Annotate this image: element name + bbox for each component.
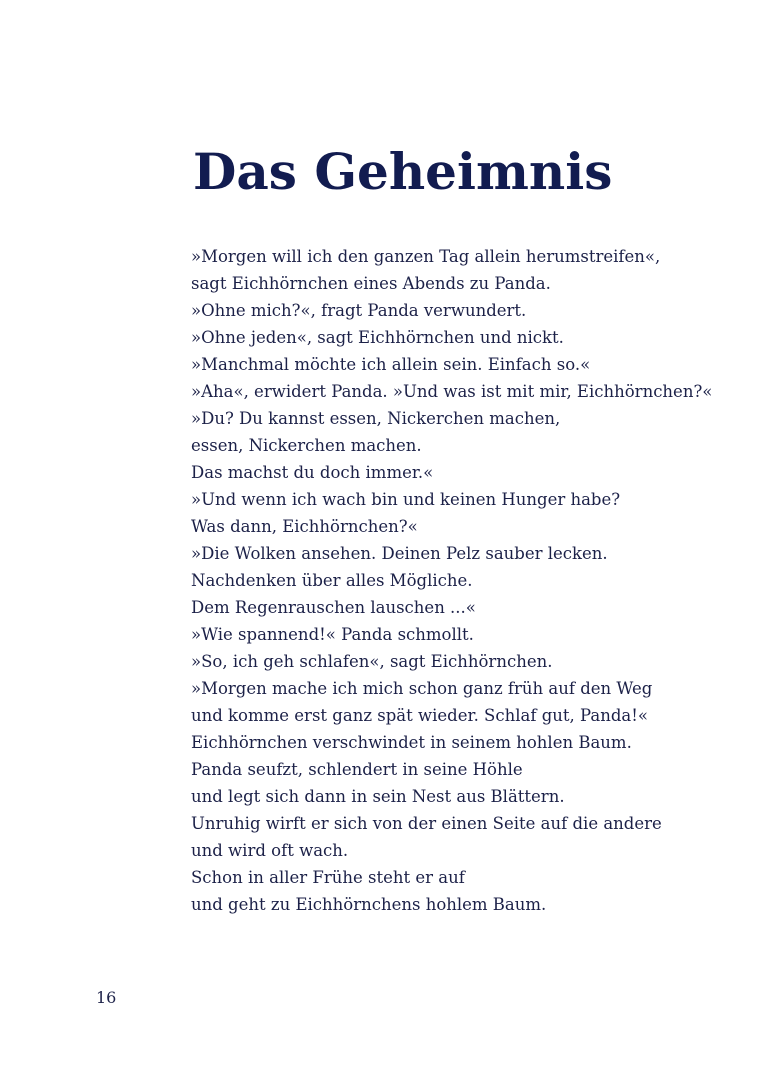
text-line: »Morgen will ich den ganzen Tag allein herumstreifen«, bbox=[191, 247, 661, 266]
text-line: Das machst du doch immer.« bbox=[191, 463, 434, 482]
text-line: sagt Eichhörnchen eines Abends zu Panda. bbox=[191, 274, 551, 293]
text-line: Was dann, Eichhörnchen?« bbox=[191, 517, 418, 536]
text-line: Eichhörnchen verschwindet in seinem hohlen Baum. bbox=[191, 733, 632, 752]
text-line: Unruhig wirft er sich von der einen Seite auf die andere bbox=[191, 814, 662, 833]
text-line: »Morgen mache ich mich schon ganz früh auf den Weg bbox=[191, 679, 653, 698]
text-line: »So, ich geh schlafen«, sagt Eichhörnchen. bbox=[191, 652, 553, 671]
text-line: »Und wenn ich wach bin und keinen Hunger habe? bbox=[191, 490, 621, 509]
text-line: »Ohne jeden«, sagt Eichhörnchen und nickt. bbox=[191, 328, 564, 347]
text-line: »Wie spannend!« Panda schmollt. bbox=[191, 625, 474, 644]
text-line: Panda seufzt, schlendert in seine Höhle bbox=[191, 760, 523, 779]
text-line: »Manchmal möchte ich allein sein. Einfach so.« bbox=[191, 355, 591, 374]
text-line: Dem Regenrauschen lauschen ...« bbox=[191, 598, 476, 617]
text-line: essen, Nickerchen machen. bbox=[191, 436, 422, 455]
text-line: »Ohne mich?«, fragt Panda verwundert. bbox=[191, 301, 527, 320]
text-line: und legt sich dann in sein Nest aus Blättern. bbox=[191, 787, 565, 806]
story-text bbox=[191, 243, 731, 918]
text-line: »Du? Du kannst essen, Nickerchen machen, bbox=[191, 409, 561, 428]
page-number: 16 bbox=[96, 988, 117, 1007]
text-line: Schon in aller Frühe steht er auf bbox=[191, 868, 465, 887]
text-line: und komme erst ganz spät wieder. Schlaf gut, Panda!« bbox=[191, 706, 648, 725]
text-line: »Die Wolken ansehen. Deinen Pelz sauber lecken. bbox=[191, 544, 608, 563]
page-title: Das Geheimnis bbox=[193, 142, 613, 201]
text-line: und wird oft wach. bbox=[191, 841, 349, 860]
text-line: und geht zu Eichhörnchens hohlem Baum. bbox=[191, 895, 547, 914]
text-line: »Aha«, erwidert Panda. »Und was ist mit mir, Eichhörnchen?« bbox=[191, 382, 713, 401]
text-line: Nachdenken über alles Mögliche. bbox=[191, 571, 473, 590]
